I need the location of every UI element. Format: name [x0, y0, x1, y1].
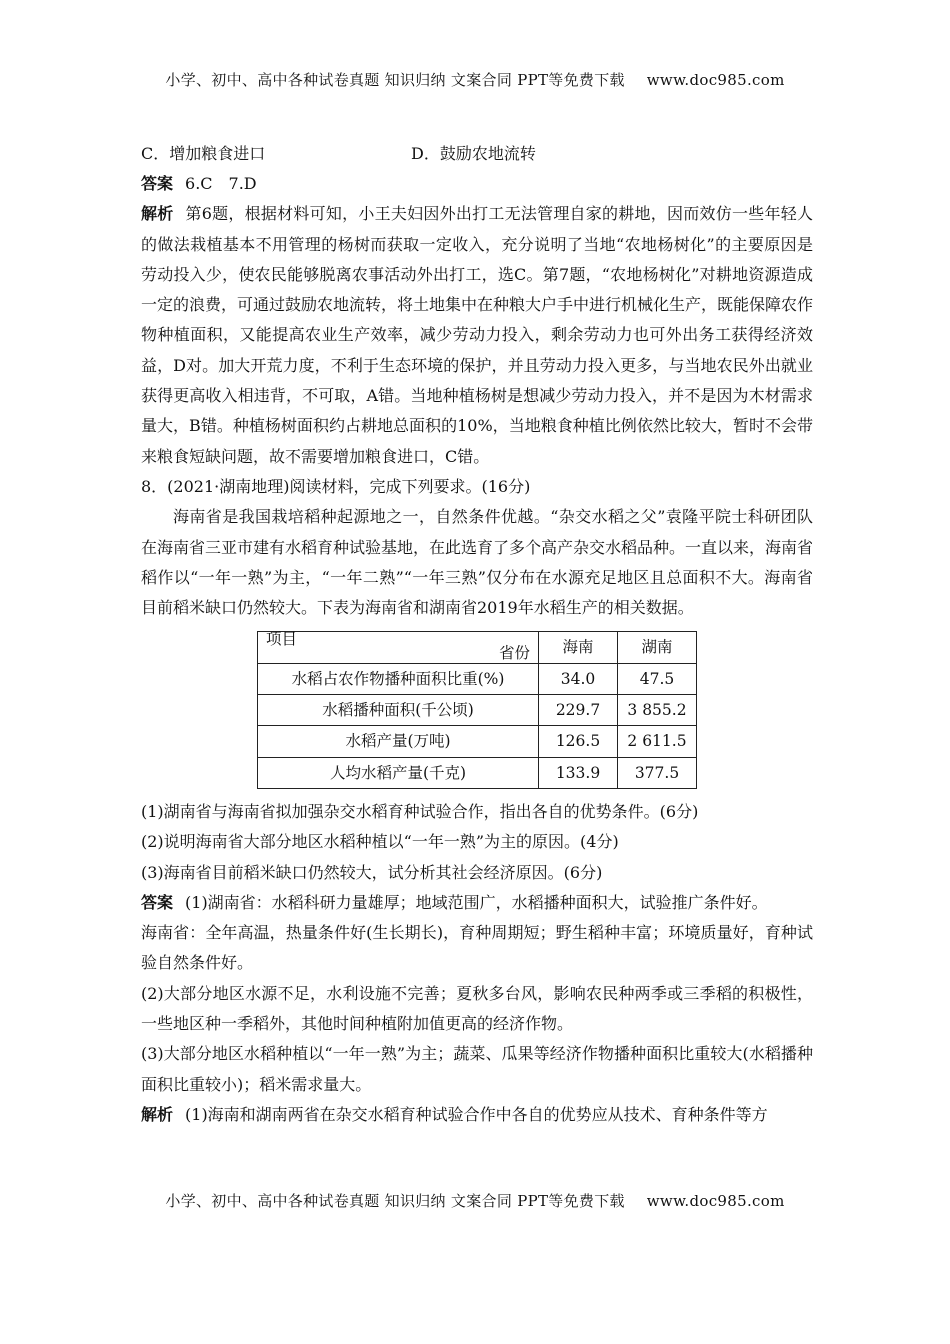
header-text: 小学、初中、高中各种试卷真题 知识归纳 文案合同 PPT等免费下载 [165, 71, 625, 89]
page-header [0, 69, 950, 90]
table-row [258, 726, 697, 757]
cell-hainan: 229.7 [539, 695, 618, 726]
column-header-hunan: 湖南 [618, 632, 697, 663]
table-row [258, 757, 697, 788]
answer-text: 6.C 7.D [185, 174, 257, 193]
answer-label: 答案 [141, 174, 174, 193]
row-item: 水稻产量(万吨) [258, 726, 539, 757]
cell-hunan: 3 855.2 [618, 695, 697, 726]
option-d: D．鼓励农地流转 [411, 144, 536, 163]
table-row [258, 663, 697, 694]
analysis-label: 解析 [141, 1104, 174, 1124]
sub-question-1: (1)湖南省与海南省拟加强杂交水稻育种试验合作，指出各自的优势条件。(6分) [141, 801, 699, 821]
row-item: 水稻播种面积(千公顷) [258, 695, 539, 726]
corner-province-label: 省份 [498, 644, 530, 663]
answer-label: 答案 [141, 892, 174, 912]
cell-hunan: 377.5 [618, 757, 697, 788]
cell-hainan: 133.9 [539, 757, 618, 788]
question-8-material: 海南省是我国栽培稻种起源地之一，自然条件优越。“杂交水稻之父”袁隆平院士科研团队在海南省三亚市建有水稻育种试验基地，在此选育了多个高产杂交水稻品种。一直以来，海南省稻作以“一年一熟”为主，“一年二熟”“一年三熟”仅分布在水源充足地区且总面积不大。海南省目前稻米缺口仍然较大。下表为海南省和湖南省2019年水稻生产的相关数据。 [141, 507, 814, 618]
analysis-8-text: (1)海南和湖南两省在杂交水稻育种试验合作中各自的优势应从技术、育种条件等方 [185, 1104, 768, 1124]
table-header-row [258, 632, 697, 663]
cell-hunan: 2 611.5 [618, 726, 697, 757]
row-item: 水稻占农作物播种面积比重(%) [258, 663, 539, 694]
cell-hunan: 47.5 [618, 663, 697, 694]
sub-question-3: (3)海南省目前稻米缺口仍然较大，试分析其社会经济原因。(6分) [141, 862, 603, 882]
options-row [141, 139, 813, 169]
answer-3: (3)大部分地区水稻种植以“一年一熟”为主；蔬菜、瓜果等经济作物播种面积比重较大(水稻播种面积比重较小)；稻米需求量大。 [141, 1044, 813, 1094]
option-c: C．增加粮食进口 [141, 144, 266, 163]
footer-text: 小学、初中、高中各种试卷真题 知识归纳 文案合同 PPT等免费下载 [165, 1192, 625, 1210]
rice-data-table [257, 631, 697, 788]
table-row [258, 695, 697, 726]
answer-6-7 [141, 169, 813, 199]
answer-2: (2)大部分地区水源不足，水利设施不完善；夏秋多台风，影响农民种两季或三季稻的积极性，一些地区种一季稻外，其他时间种植附加值更高的经济作物。 [141, 983, 813, 1034]
column-header-hainan: 海南 [539, 632, 618, 663]
answer-1-hunan: (1)湖南省：水稻科研力量雄厚；地域范围广，水稻播种面积大，试验推广条件好。 [185, 892, 768, 912]
corner-item-label: 项目 [266, 630, 298, 649]
cell-hainan: 126.5 [539, 726, 618, 757]
header-url[interactable]: www.doc985.com [646, 71, 785, 89]
answer-1-hainan: 海南省：全年高温，热量条件好(生长期长)，育种周期短；野生稻种丰富；环境质量好，育种试验自然条件好。 [141, 923, 813, 973]
analysis-8 [141, 1100, 813, 1130]
answer-8-part-1 [141, 888, 813, 918]
footer-url[interactable]: www.doc985.com [646, 1192, 785, 1210]
analysis-text: 第6题，根据材料可知，小王夫妇因外出打工无法管理自家的耕地，因而效仿一些年轻人的做法栽植基本不用管理的杨树而获取一定收入，充分说明了当地“农地杨树化”的主要原因是劳动投入少，使农民能够脱离农事活动外出打工，选C。第7题，“农地杨树化”对耕地资源造成一定的浪费，可通过鼓励农地流转，将土地集中在种粮大户手中进行机械化生产，既能保障农作物种植面积，又能提高农业生产效率，减少劳动力投入，剩余劳动力也可外出务工获得经济效益，D对。加大开荒力度，不利于生态环境的保护，并且劳动力投入更多，与当地农民外出就业获得更高收入相违背，不可取，A错。当地种植杨树是想减少劳动力投入，并不是因为木材需求量大，B错。种植杨树面积约占耕地总面积的10%，当地粮食种植比例依然比较大，暂时不会带来粮食短缺问题，故不需要增加粮食进口，C错。 [141, 204, 814, 466]
table-corner-cell [258, 632, 539, 663]
sub-question-2: (2)说明海南省大部分地区水稻种植以“一年一熟”为主的原因。(4分) [141, 832, 619, 852]
row-item: 人均水稻产量(千克) [258, 757, 539, 788]
document-body [141, 139, 813, 1130]
analysis-label: 解析 [141, 204, 174, 224]
page-footer [0, 1190, 950, 1211]
question-8-title: 8．(2021·湖南地理)阅读材料，完成下列要求。(16分) [141, 476, 531, 496]
cell-hainan: 34.0 [539, 663, 618, 694]
analysis-6-7 [141, 199, 813, 472]
